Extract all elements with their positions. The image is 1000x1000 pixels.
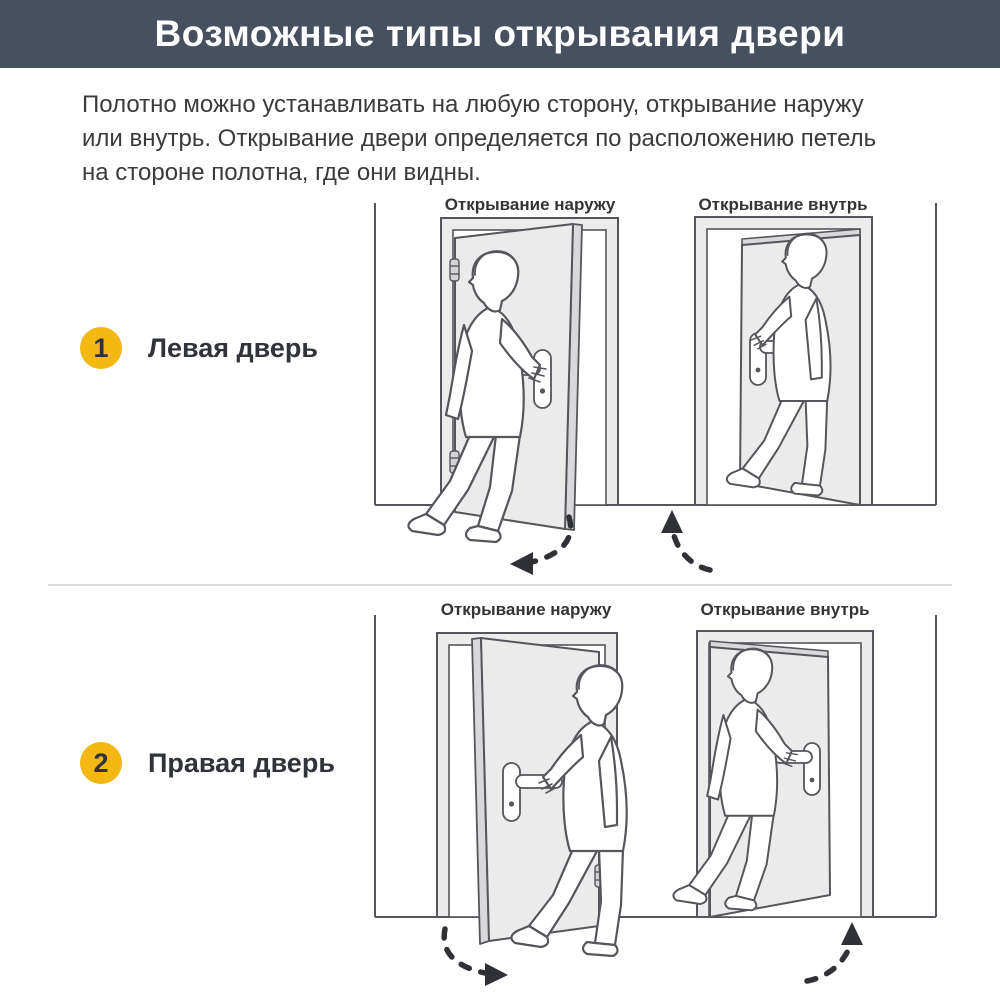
caption-outward-2: Открывание наружу (440, 600, 612, 619)
caption-inward-2: Открывание внутрь (700, 600, 870, 619)
section-1-title: Левая дверь (148, 332, 318, 363)
intro-line: на стороне полотна, где они видны. (82, 159, 481, 186)
header-bar (0, 0, 1000, 68)
swing-arrow-up-icon (807, 922, 863, 981)
caption-inward-1: Открывание внутрь (698, 195, 868, 214)
section-1-label (80, 327, 318, 369)
section-2-title: Правая дверь (148, 747, 335, 778)
swing-arrow-up-icon (661, 510, 710, 570)
section-2-label (80, 742, 335, 784)
intro-line: или внутрь. Открывание двери определяется по расположению петель (82, 125, 877, 152)
section-1-number-badge: 1 (80, 327, 122, 369)
intro-paragraph (82, 88, 952, 190)
caption-outward-1: Открывание наружу (444, 195, 616, 214)
door-diagram-right-inward (655, 595, 965, 990)
intro-line: Полотно можно устанавливать на любую сторону, открывание наружу (82, 91, 864, 118)
door-diagram-right-outward (360, 595, 670, 990)
section-divider (48, 584, 952, 586)
door-diagram-left-inward (655, 195, 965, 590)
section-2-number-badge: 2 (80, 742, 122, 784)
page-title: Возможные типы открывания двери (154, 13, 846, 54)
door-diagram-left-outward (360, 195, 670, 590)
